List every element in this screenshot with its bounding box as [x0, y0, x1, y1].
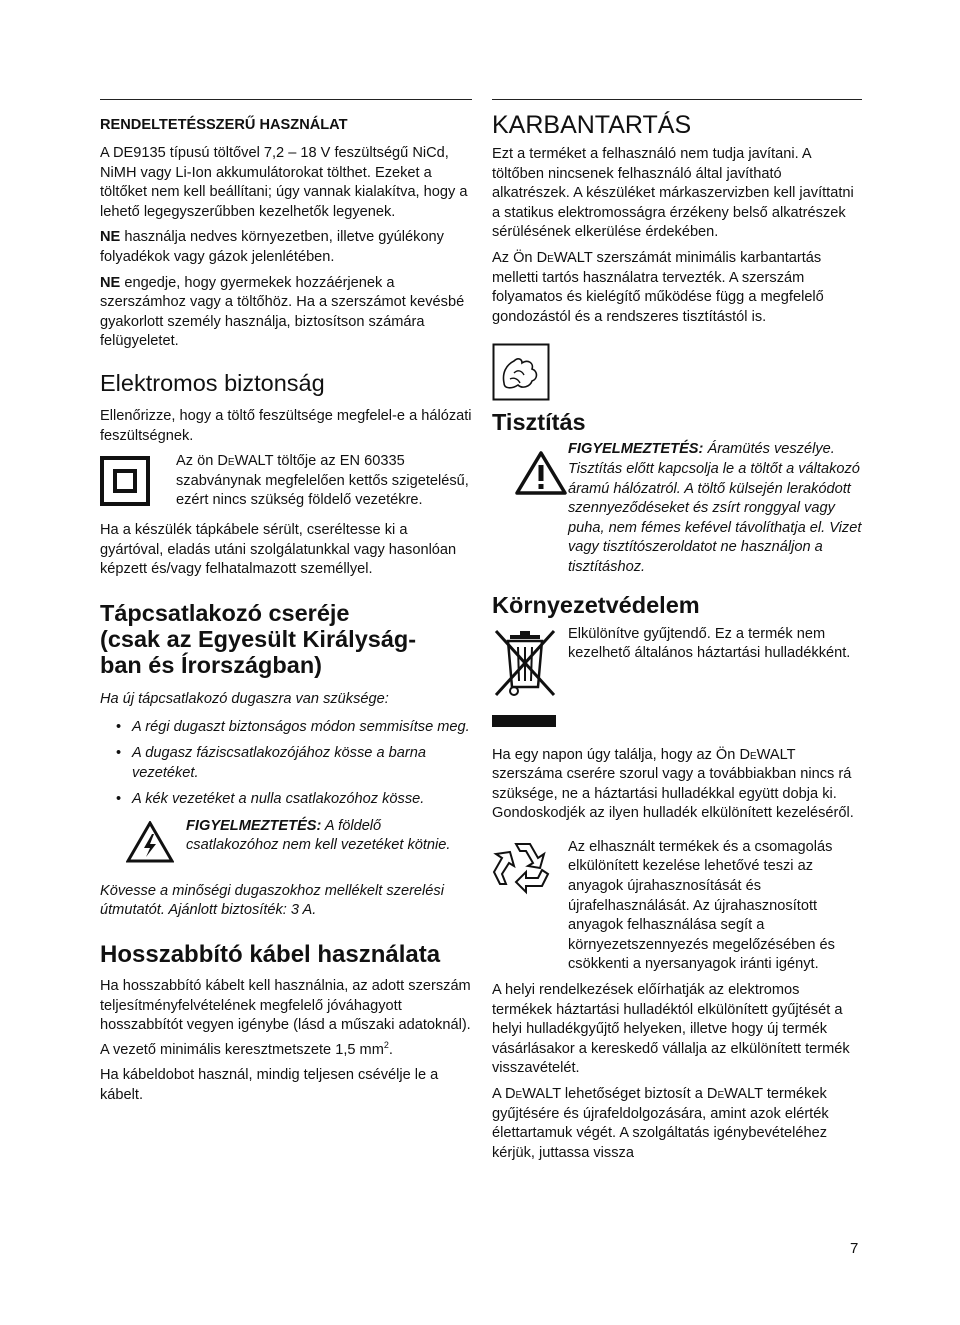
weee-block — [492, 625, 862, 736]
recycling-block — [492, 838, 862, 975]
earth-warning-text: FIGYELMEZTETÉS: A földelő csatlakozóhoz nem kell vezetéket kötnie. — [186, 817, 451, 854]
double-insulation-block — [100, 452, 472, 511]
plug-intro: Ha új tápcsatlakozó dugaszra van szüksége: — [100, 690, 389, 707]
section-title-karbantartas: KARBANTARTÁS — [492, 111, 692, 139]
plug-bullet-list — [100, 718, 472, 810]
page-number: 7 — [850, 1240, 859, 1257]
earth-warning-block — [100, 817, 472, 868]
warning-label: FIGYELMEZTETÉS: — [186, 817, 322, 834]
ne-text: használja nedves környezetben, illetve gyúlékony folyadékok vagy gázok jelenlétében. — [100, 229, 444, 265]
list-item: • A régi dugaszt biztonságos módon semmisítse meg. — [100, 718, 472, 738]
top-rule-right — [492, 99, 862, 100]
crossed-bin-icon — [492, 625, 568, 736]
extension-cable-paragraph: Ha hosszabbító kábelt kell használnia, az adott szerszám teljesítményfelvételének megfelelő jóváhagyott hosszabbítót vegyen igénybe (lásd a műszaki adatoknál). A vezető minimális keresztmetszete 1,5 $mm^2$. — [100, 978, 471, 1058]
maintenance-paragraph-2: Az Ön DeWALT szerszámát minimális karbantartás melletti tartós használatra tervezték. A szerszám folyamatos és kielégítő működése függ a megfelelő gondozástól és a rendszeres tisztítástól is. — [492, 249, 824, 325]
double-insulation-icon — [100, 452, 176, 511]
voltage-check-paragraph: Ellenőrizze, hogy a töltő feszültsége megfelel-e a hálózati feszültségnek. — [100, 407, 472, 444]
cleaning-warning-block — [492, 440, 862, 577]
separate-collection-text: Elkülönítve gyűjtendő. Ez a termék nem kezelhető általános háztartási hulladékként. — [568, 625, 851, 662]
local-regulations-paragraph: A helyi rendelkezések előírhatják az elektromos termékek háztartási hulladéktól elkülönített gyűjtését a helyi hulladékgyűjtő helyeken, illetve hogy új termék vásárlásakor a kereskedő vállalja az elkülönített termék visszavételét. — [492, 982, 850, 1077]
section-title-hosszabbito: Hosszabbító kábel használata — [100, 941, 441, 969]
disposal-paragraph: Ha egy napon úgy találja, hogy az Ön DeWALT szerszáma cserére szorul vagy a továbbiakban nincs rá szüksége, ne a háztartási hulladékkal együtt dobja ki. Gondoskodjék az ilyen hulladék elkülönített kezeléséről. — [492, 746, 854, 822]
list-item: • A dugasz fáziscsatlakozójához kösse a barna vezetéket. — [100, 744, 472, 783]
right-column — [492, 112, 862, 1163]
dewalt-collection-paragraph: A DeWALT lehetőséget biztosít a DeWALT termékek gyűjtésére és újrafeldolgozására, amint azok elérték élettartamuk végét. A szolgáltatás igénybevételéhez kérjük, juttassa vissza — [492, 1086, 829, 1161]
section-title-tisztitas: Tisztítás — [492, 409, 586, 436]
cleaning-warning-text: FIGYELMEZTETÉS: Áramütés veszélye. Tisztítás előtt kapcsolja le a töltőt a váltakozó áramú hálózatról. A töltő külsején lerakódott szennyeződéseket és zsírt ronggyal vagy puha, nem fémes kefével távolíthatja el. Vizet vagy tisztítószeroldatot ne használjon a tisztításhoz. — [568, 441, 862, 575]
ne-label: NE — [100, 229, 121, 246]
ne-label: NE — [100, 274, 121, 291]
top-rule-left — [100, 99, 472, 100]
warning-triangle-icon — [492, 440, 568, 501]
cable-reel-paragraph: Ha kábeldobot használ, mindig teljesen csévélje le a kábelt. — [100, 1067, 439, 1103]
recycling-text: Az elhasznált termékek és a csomagolás elkülönített kezelése lehetővé teszi az anyagok újrahasznosítását és újrafelhasználását. Az újrahasznosított anyagok felhasználása segít a környezetszennyezés megelőzésében és csökkenti a nyersanyagok iránti igényt. — [568, 838, 835, 973]
left-column — [100, 112, 472, 1105]
double-insulation-text: Az ön DeWALT töltője az EN 60335 szabványnak megfelelően kettős szigetelésű, ezért nincs szükség földelő vezetékre. — [176, 453, 469, 509]
recycle-icon — [492, 838, 568, 903]
ne-text: engedje, hogy gyermekek hozzáérjenek a szerszámhoz vagy a töltőhöz. Ha a szerszámot kevésbé gyakorlott személy használja, biztosítson számára felügyeletet. — [100, 274, 465, 350]
electric-hazard-icon — [100, 817, 186, 868]
warning-ne-2 — [100, 274, 472, 352]
cleaning-icon — [492, 343, 550, 401]
intended-use-paragraph: A DE9135 típusú töltővel 7,2 – 18 V feszültségű NiCd, NiMH vagy Li-Ion akkumulátorokat tölthet. Ezeket a töltőket nem kell beállítani; úgy vannak kialakítva, hogy a lehető legegyszerűbben kezelhetők legyenek. — [100, 145, 468, 220]
list-item: • A kék vezetéket a nulla csatlakozóhoz kösse. — [100, 790, 472, 810]
damaged-cable-paragraph: Ha a készülék tápkábele sérült, cseréltesse ki a gyártóval, eladás utáni szolgálatunkkal vagy hasonlóan képzett és/vagy felhatalmazott személlyel. — [100, 522, 457, 578]
section-title-elektromos: Elektromos biztonság — [100, 369, 325, 396]
section-title-rendeltetes: RENDELTETÉSSZERŰ HASZNÁLAT — [100, 117, 348, 133]
fuse-instruction: Kövesse a minőségi dugaszokhoz mellékelt szerelési útmutatót. Ajánlott biztosíték: 3 A. — [100, 882, 444, 919]
section-title-tapcsatlakozo: Tápcsatlakozó cseréje (csak az Egyesült Királyság- ban és Írországban) — [100, 599, 417, 678]
section-title-kornyezet: Környezetvédelem — [492, 591, 700, 618]
warning-ne-1 — [100, 228, 472, 267]
warning-label: FIGYELMEZTETÉS: — [568, 441, 704, 458]
maintenance-paragraph-1: Ezt a terméket a felhasználó nem tudja javítani. A töltőben nincsenek felhasználó által javítható alkatrészek. A készüléket márkaszervizben kell javíttatni a statikus elektromosságra érzékeny belső alkatrészek sérülésének elkerülése érdekében. — [492, 146, 854, 241]
